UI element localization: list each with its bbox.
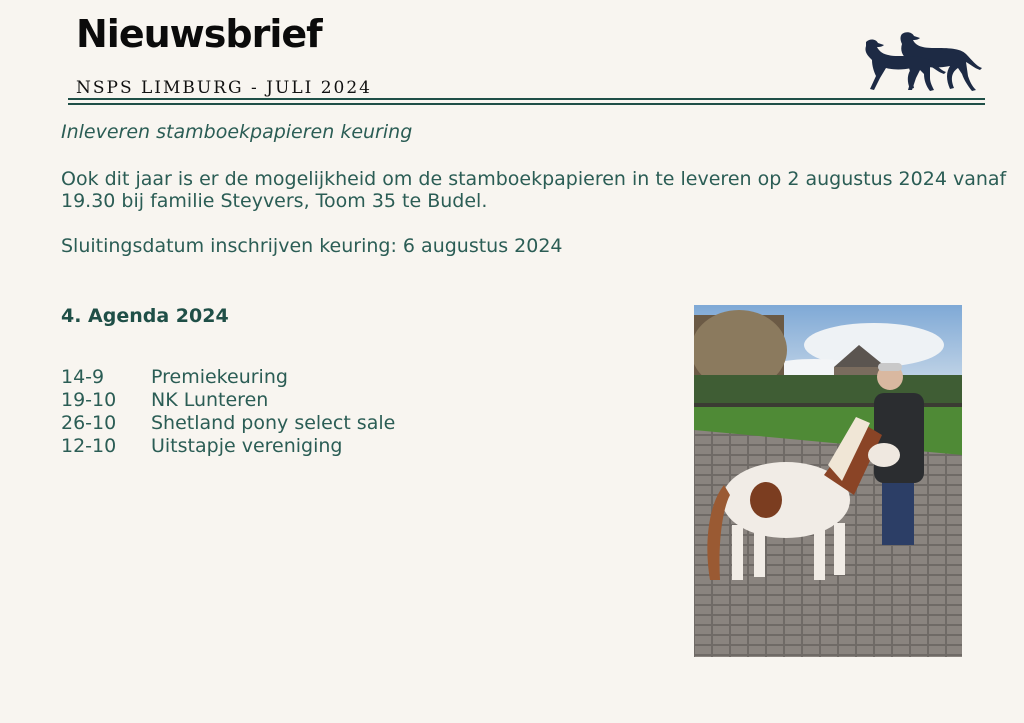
agenda-event: Premiekeuring [151, 366, 288, 388]
horses-icon [862, 26, 988, 94]
agenda-event: NK Lunteren [151, 389, 269, 411]
man-with-shetland-pony-photo [694, 305, 962, 657]
registration-deadline: Sluitingsdatum inschrijven keuring: 6 augustus 2024 [61, 235, 563, 257]
agenda-item [61, 389, 395, 412]
header-divider-bottom [68, 103, 985, 105]
agenda-date: 19-10 [61, 389, 117, 411]
photo-illustration [694, 305, 962, 657]
man-jacket [874, 393, 924, 483]
agenda-heading: 4. Agenda 2024 [61, 305, 229, 327]
pony-leg [732, 525, 743, 580]
section-paragraph: Ook dit jaar is er de mogelijkheid om de stamboekpapieren in te leveren op 2 augustus 2024 vanaf 19.30 bij familie Steyvers, Toom 35 te Budel. [61, 168, 1007, 212]
pony-head [868, 443, 900, 467]
man-legs [882, 475, 914, 545]
section-heading: Inleveren stamboekpapieren keuring [61, 121, 413, 143]
pony-patch [750, 482, 782, 518]
agenda-item [61, 412, 395, 435]
agenda-date: 12-10 [61, 435, 117, 457]
newsletter-subtitle: NSPS LIMBURG - JULI 2024 [76, 78, 372, 98]
agenda-item [61, 366, 395, 389]
agenda-item [61, 435, 395, 458]
newsletter-title: Nieuwsbrief [76, 12, 322, 56]
agenda-event: Uitstapje vereniging [151, 435, 343, 457]
agenda-event: Shetland pony select sale [151, 412, 396, 434]
agenda-date: 14-9 [61, 366, 105, 388]
pony-leg [754, 527, 765, 577]
agenda-list [61, 366, 395, 458]
pony-leg [814, 525, 825, 580]
pony-leg [834, 523, 845, 575]
header-divider-top [68, 98, 985, 100]
man-hair [878, 363, 902, 371]
agenda-date: 26-10 [61, 412, 117, 434]
